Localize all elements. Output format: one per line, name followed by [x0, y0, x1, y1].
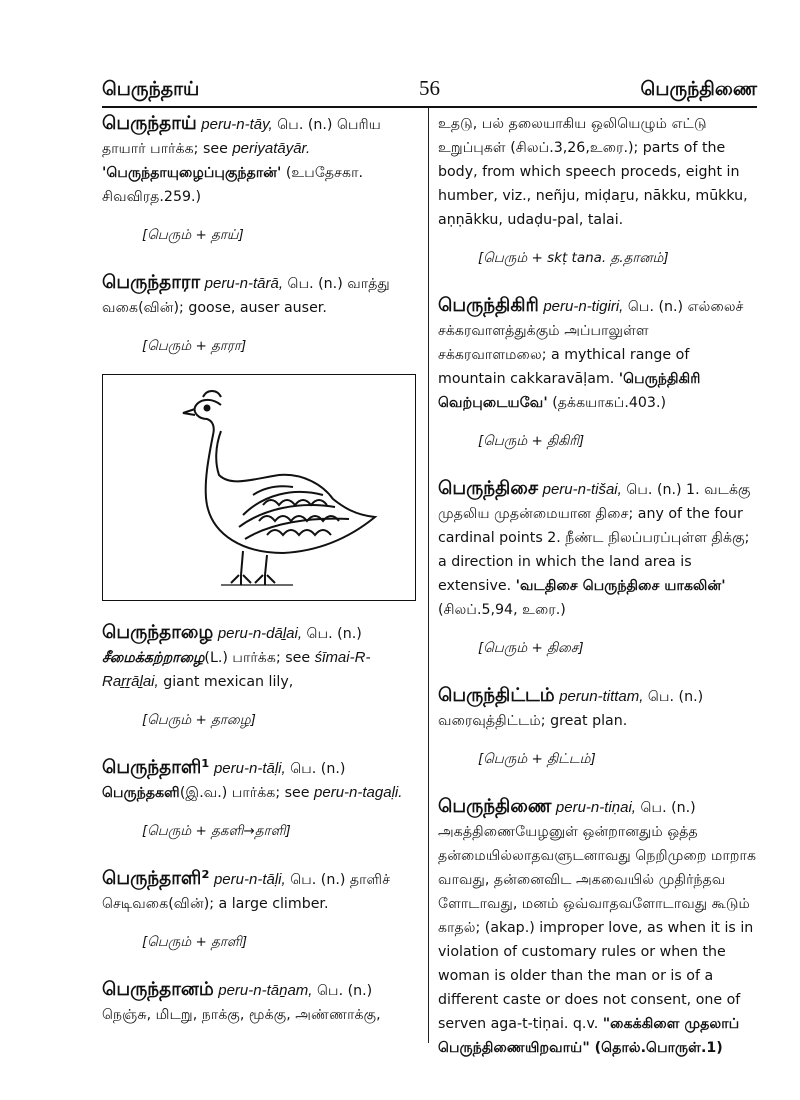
- definition: வரைவுத்திட்டம்; great plan.: [438, 713, 628, 729]
- definition: பெரிய தாயார் பார்க்க; see: [102, 117, 381, 157]
- etymology: [பெரும் + திசை]: [478, 640, 584, 656]
- part-of-speech: பெ. (n.): [290, 872, 346, 888]
- etymology: [பெரும் + திகிரி]: [478, 433, 585, 449]
- entry-perunthaali-1: [102, 756, 420, 805]
- entry-perunthaanam: [102, 978, 420, 1027]
- see-reference: śīmai-R-Raṟṟāḻai,: [102, 649, 371, 690]
- headword: பெருந்தாரா: [102, 272, 201, 293]
- headword: பெருந்தாளி¹: [102, 757, 210, 778]
- transliteration: peru-n-tāḷi,: [213, 871, 286, 888]
- bold-term: பெருந்தகளி: [102, 785, 180, 801]
- see-reference: periyatāyār.: [232, 140, 311, 157]
- definition: 1. வடக்கு முதலிய முதன்மையான திசை; any of the four cardinal points 2. நீண்ட நிலப்பரப்புள்ள திக்கு; a direction in which the land area is extensive.: [438, 482, 751, 594]
- entry-perunthaali-2: [102, 867, 420, 916]
- transliteration: peru-n-tārā,: [204, 275, 284, 292]
- entry-perunthittam: [438, 684, 756, 733]
- see-reference: peru-n-tagaḷi.: [314, 784, 403, 801]
- transliteration: peru-n-tiṇai,: [555, 799, 636, 816]
- transliteration: peru-n-tišai,: [542, 481, 622, 498]
- headword: பெருந்தாளி²: [102, 868, 210, 889]
- bold-term: சீமைக்கற்றாழை: [102, 650, 205, 666]
- citation-quote: "கைக்கிளை முதலாப் பெருந்திணையிறவாய்": [438, 1016, 740, 1056]
- citation-quote: 'வடதிசை பெருந்திசை யாகலின்': [515, 578, 726, 594]
- transliteration: perun-tittam,: [559, 688, 644, 705]
- etymology: [பெரும் + தாழை]: [142, 712, 256, 728]
- part-of-speech: பெ. (n.): [627, 299, 684, 315]
- part-of-speech: பெ. (n.): [306, 626, 362, 642]
- etymology: [பெரும் + skṭ tana. த.தானம்]: [478, 250, 669, 266]
- definition: எல்லைச் சக்கரவாளத்துக்கும் அப்பாலுள்ள சக்கரவாளமலை; a mythical range of mountain cakkaravāḷam.: [438, 299, 744, 387]
- citation-source: (தக்கயாகப்.403.): [547, 395, 666, 411]
- right-column: [438, 112, 756, 1060]
- citation-source: (உபதேசகா. சிவவிரத.259.): [102, 165, 363, 205]
- entry-perunthisai: [438, 477, 756, 622]
- transliteration: peru-n-dāḻai,: [217, 625, 303, 642]
- page-header: [102, 72, 757, 106]
- entry-perunthinai: [438, 795, 756, 1060]
- headword: பெருந்தாய்: [102, 113, 197, 134]
- headword: பெருந்திணை: [438, 796, 552, 817]
- etymology: [பெரும் + தகளி→தாளி]: [142, 823, 291, 839]
- part-of-speech: பெ. (n.): [626, 482, 682, 498]
- part-of-speech: பெ. (n.): [277, 117, 333, 133]
- etymology: [பெரும் + திட்டம்]: [478, 751, 596, 767]
- etymology: [பெரும் + தாய்]: [142, 227, 244, 243]
- definition: நெஞ்சு, மிடறு, நாக்கு, மூக்கு, அண்ணாக்கு,: [102, 1007, 381, 1023]
- etymology: [பெரும் + தாரா]: [142, 338, 247, 354]
- headword: பெருந்தானம்: [102, 979, 214, 1000]
- headword: பெருந்திசை: [438, 478, 539, 499]
- citation-quote: 'பெருந்திகிரி வெற்புடையவே': [438, 371, 701, 411]
- citation-source: (தொல்.பொருள்.1): [589, 1040, 723, 1056]
- part-of-speech: பெ. (n.): [640, 800, 696, 816]
- headword: பெருந்திட்டம்: [438, 685, 555, 706]
- transliteration: peru-n-tigiri,: [543, 298, 624, 315]
- definition: அகத்திணையேழனுள் ஒன்றானதும் ஒத்த தன்மையில்லாதவளுடனாவது நெறிமுறை மாறாக வாவது, தன்னைவிட அகவையில் முதிர்ந்தவ ளோடாவது, மனம் ஒவ்வாதவளோடாவது கூடும் காதல்; (akap.) improper love, as when it is in violation of customary rules or when the woman is older than the man or is of a different caste or does not consent, one of serven aga-t-tiṇai. q.v.: [438, 824, 757, 1032]
- definition: (இ.வ.) பார்க்க; see: [179, 785, 315, 801]
- part-of-speech: பெ. (n.): [290, 761, 346, 777]
- header-right-guideword: பெருந்திணை: [640, 78, 757, 100]
- definition-tail: giant mexican lily,: [158, 674, 294, 690]
- part-of-speech: பெ. (n.): [647, 689, 704, 705]
- left-column: [102, 112, 420, 1027]
- entry-perunthaazhai: [102, 621, 420, 694]
- page-number: 56: [419, 76, 440, 100]
- headword: பெருந்தாழை: [102, 622, 214, 643]
- header-rule: [102, 106, 757, 108]
- header-left-guideword: பெருந்தாய்: [102, 78, 200, 100]
- entry-perunthaay: [102, 112, 420, 209]
- goose-figure: [102, 374, 416, 601]
- transliteration: peru-n-tāḷi,: [213, 760, 286, 777]
- transliteration: peru-n-tāy,: [201, 116, 273, 133]
- column-divider: [428, 108, 429, 1043]
- definition: தாளிச் செடிவகை(வின்); a large climber.: [102, 872, 391, 912]
- part-of-speech: பெ. (n.): [287, 276, 343, 292]
- entry-continuation: உதடு, பல் தலையாகிய ஒலியெழும் எட்டு உறுப்புகள் (சிலப்.3,26,உரை.); parts of the body, from which speech proceds, eight in humber, viz., neñju, miḍaṟu, nākku, mūkku, aṇṇākku, udaḍu-pal, talai.: [438, 116, 748, 228]
- goose-illustration-icon: [103, 375, 415, 600]
- part-of-speech: பெ. (n.): [316, 983, 373, 999]
- transliteration: peru-n-tāṉam,: [218, 982, 313, 999]
- entry-perunthaaraa: [102, 271, 420, 320]
- citation-source: (சிலப்.5,94, உரை.): [438, 602, 566, 618]
- definition: (L.) பார்க்க; see: [204, 650, 315, 666]
- entry-perunthigiri: [438, 294, 756, 415]
- headword: பெருந்திகிரி: [438, 295, 539, 316]
- etymology: [பெரும் + தாளி]: [142, 934, 248, 950]
- definition: வாத்து வகை(வின்); goose, auser auser.: [102, 276, 390, 316]
- citation-quote: 'பெருந்தாயுழைப்புகுந்தான்': [102, 165, 282, 181]
